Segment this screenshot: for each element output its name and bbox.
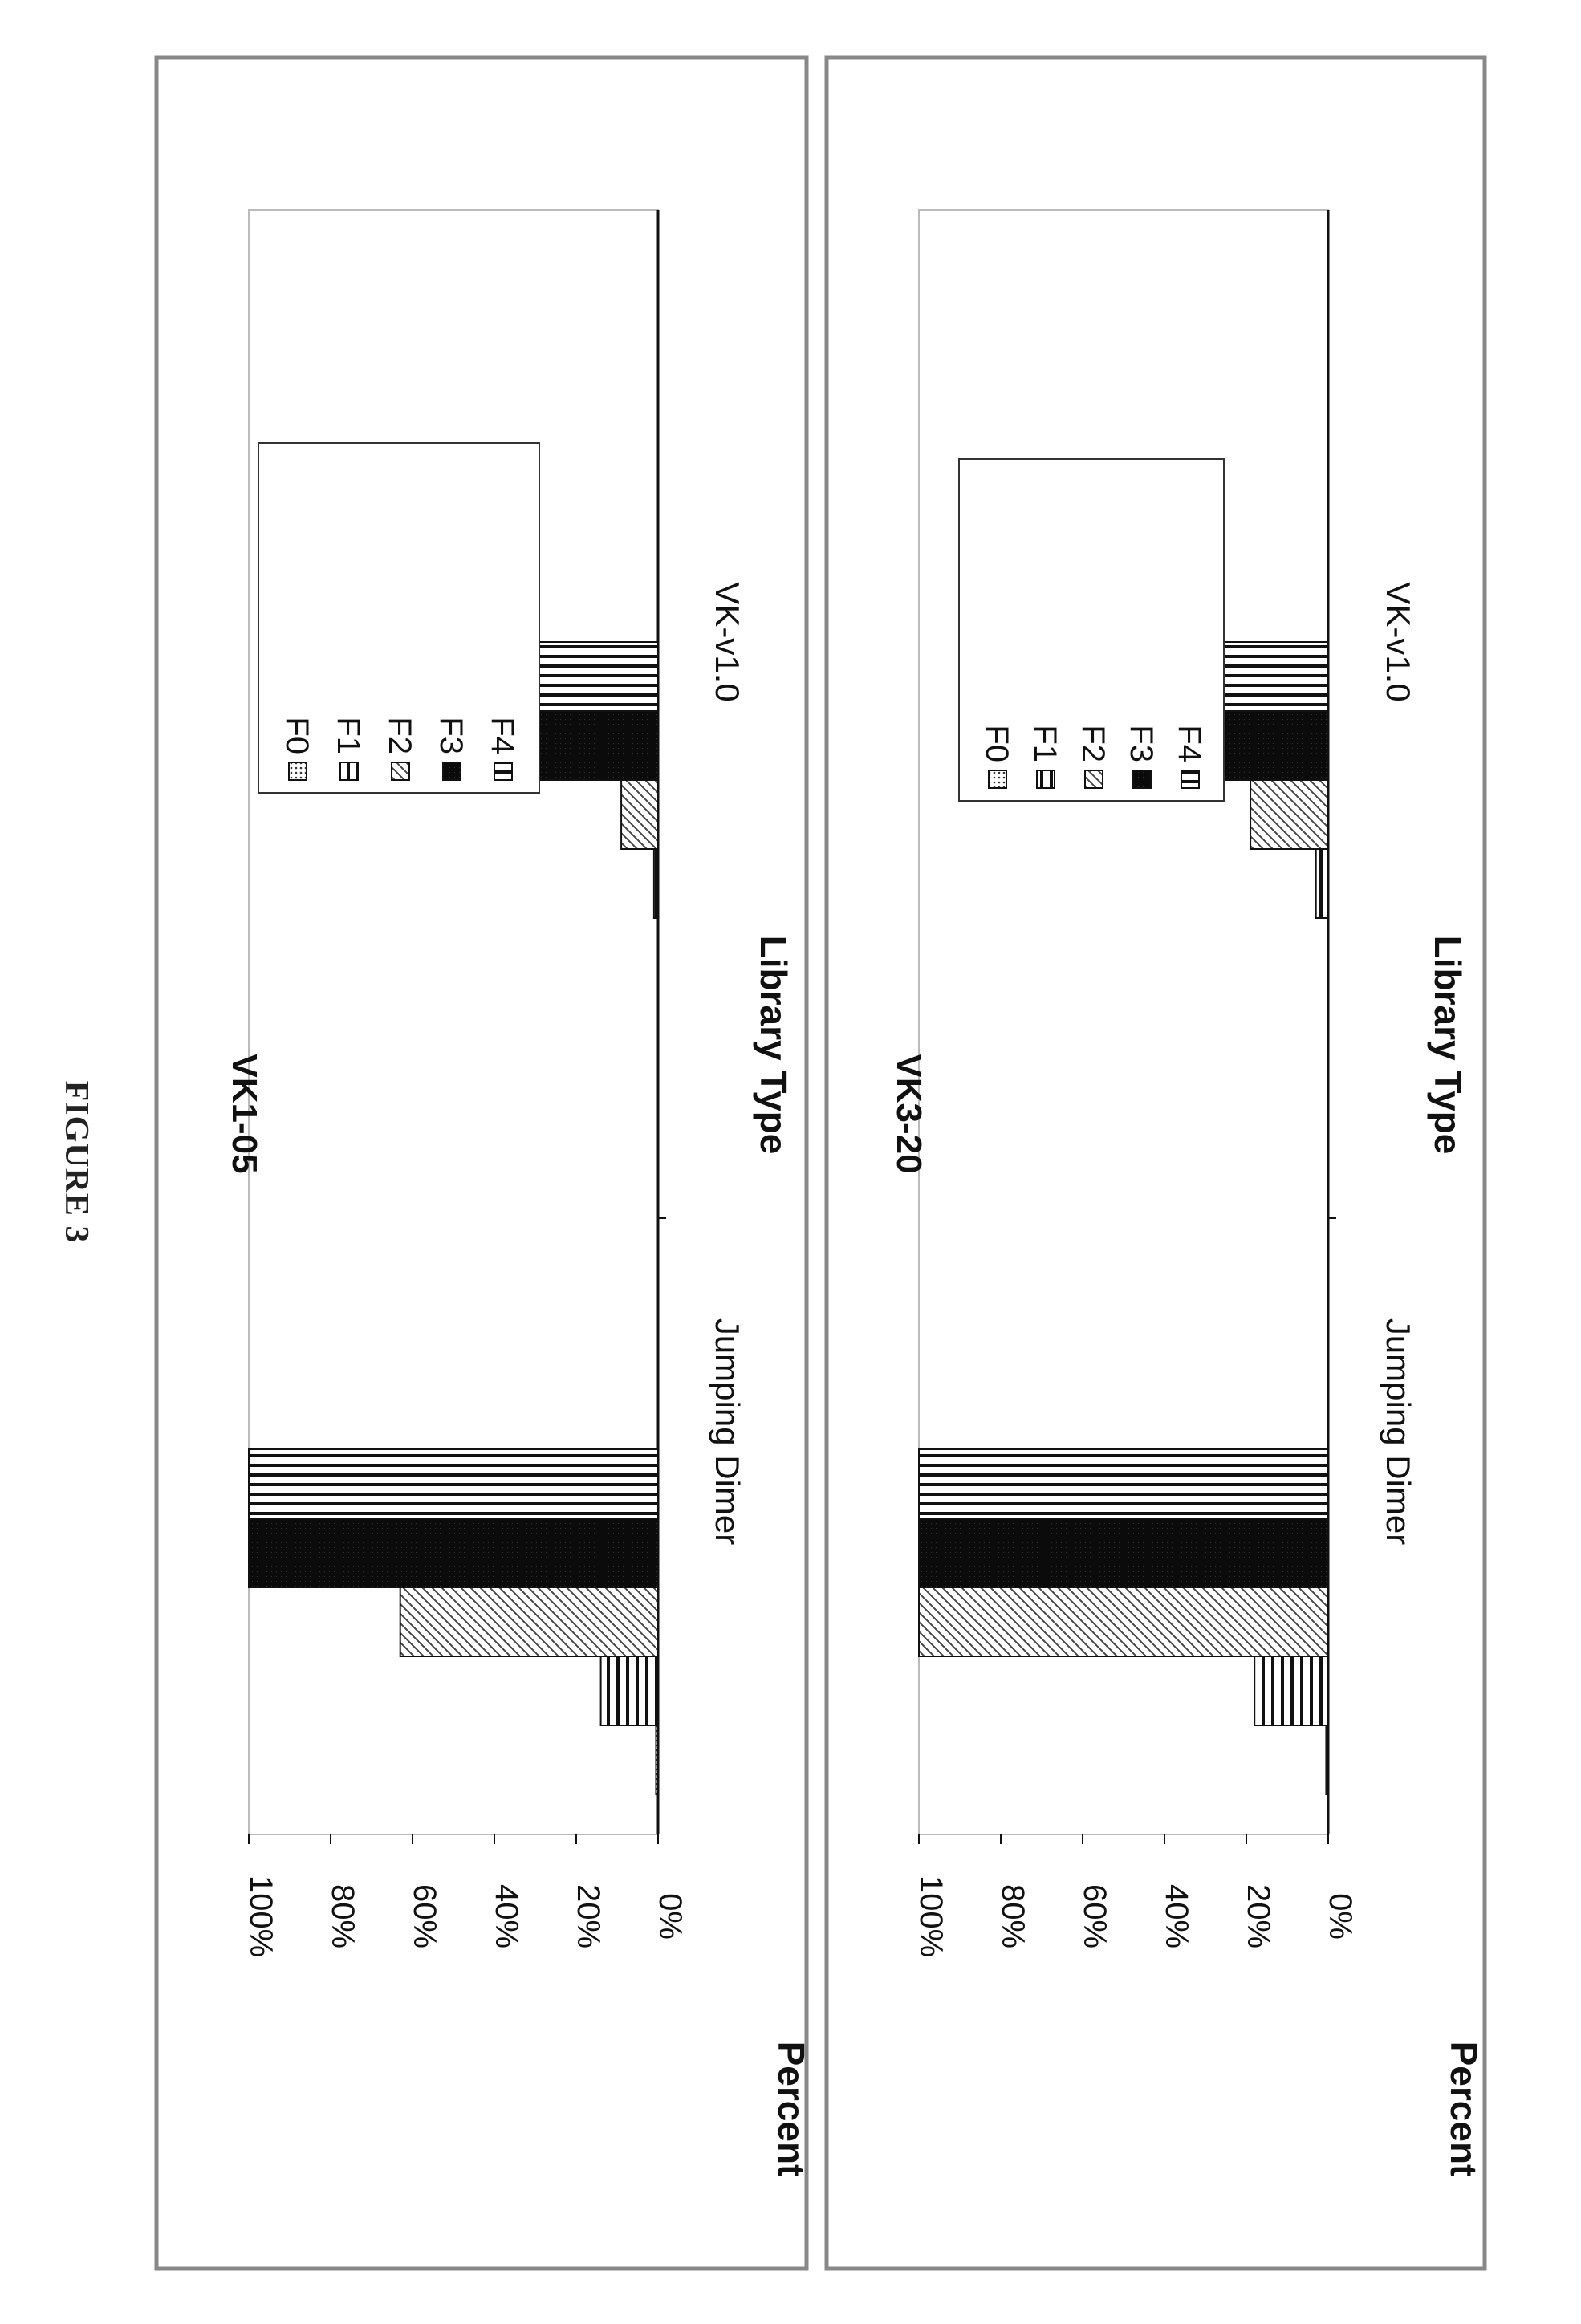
y-tick-label: 100%: [913, 1875, 949, 1958]
y-tick-label: 0%: [652, 1893, 688, 1940]
bar-f2-vk-v1-0: [621, 780, 658, 849]
legend-label-f4: F4: [1172, 725, 1207, 762]
legend-label-f2: F2: [1075, 725, 1111, 762]
bar-f3-jumping-dimer: [919, 1518, 1328, 1587]
x-axis-title: Library Type: [1427, 935, 1469, 1155]
chart-marks: [249, 642, 666, 1844]
legend: [258, 443, 539, 793]
bar-f0-jumping-dimer: [656, 1725, 658, 1794]
category-label-jumping-dimer: Jumping Dimer: [1380, 1318, 1417, 1546]
legend-swatch-f1: [340, 762, 358, 780]
bar-f1-vk-v1-0: [1316, 849, 1328, 918]
bar-f1-jumping-dimer: [601, 1656, 658, 1725]
bar-f4-jumping-dimer: [249, 1449, 658, 1518]
chart-title: VK1-05: [225, 1054, 264, 1174]
legend-swatch-f0: [289, 762, 307, 780]
category-label-jumping-dimer: Jumping Dimer: [709, 1318, 746, 1546]
y-axis-title: Percent: [770, 2041, 812, 2177]
category-label-vk-v1-0: VK-v1.0: [1380, 582, 1417, 702]
bar-f0-jumping-dimer: [1326, 1725, 1328, 1794]
y-tick-label: 20%: [571, 1883, 606, 1949]
legend-label-f0: F0: [279, 717, 315, 754]
legend-swatch-f1: [1037, 770, 1055, 788]
legend-swatch-f0: [989, 770, 1006, 788]
chart-panel-vk3-20: [827, 58, 1485, 2269]
legend-label-f1: F1: [331, 717, 366, 754]
legend-swatch-f2: [392, 762, 409, 780]
bar-f3-vk-v1-0: [535, 711, 658, 780]
bar-f4-jumping-dimer: [919, 1449, 1328, 1518]
legend-swatch-f3: [443, 762, 461, 780]
legend-label-f2: F2: [382, 717, 417, 754]
y-tick-label: 100%: [243, 1875, 278, 1958]
y-tick-label: 80%: [995, 1883, 1030, 1949]
legend-label-f1: F1: [1027, 725, 1063, 762]
legend-label-f0: F0: [979, 725, 1014, 762]
chart-marks: [919, 642, 1336, 1844]
y-axis-title: Percent: [1443, 2041, 1485, 2177]
legend: [959, 459, 1224, 801]
chart-title: VK3-20: [889, 1054, 929, 1174]
legend-label-f4: F4: [485, 717, 520, 754]
y-tick-label: 60%: [1077, 1883, 1112, 1949]
y-tick-label: 0%: [1323, 1893, 1358, 1940]
bar-f3-jumping-dimer: [249, 1518, 658, 1587]
figure-title: FIGURE 3: [58, 1080, 95, 1244]
y-tick-label: 80%: [325, 1883, 360, 1949]
legend-swatch-f4: [1181, 770, 1199, 788]
bar-f1-vk-v1-0: [654, 849, 658, 918]
legend-label-f3: F3: [433, 717, 469, 754]
category-label-vk-v1-0: VK-v1.0: [709, 582, 746, 702]
y-tick-label: 40%: [489, 1883, 524, 1949]
legend-label-f3: F3: [1124, 725, 1159, 762]
bar-f1-jumping-dimer: [1254, 1656, 1328, 1725]
bar-f2-vk-v1-0: [1250, 780, 1328, 849]
bar-f2-jumping-dimer: [400, 1587, 658, 1656]
bar-f2-jumping-dimer: [919, 1587, 1328, 1656]
legend-swatch-f2: [1085, 770, 1103, 788]
legend-swatch-f4: [494, 762, 512, 780]
y-tick-label: 20%: [1241, 1883, 1276, 1949]
chart-panel-vk1-05: [156, 58, 812, 2269]
y-tick-label: 60%: [407, 1883, 442, 1949]
x-axis-title: Library Type: [753, 935, 795, 1155]
legend-swatch-f3: [1133, 770, 1151, 788]
y-tick-label: 40%: [1159, 1883, 1194, 1949]
